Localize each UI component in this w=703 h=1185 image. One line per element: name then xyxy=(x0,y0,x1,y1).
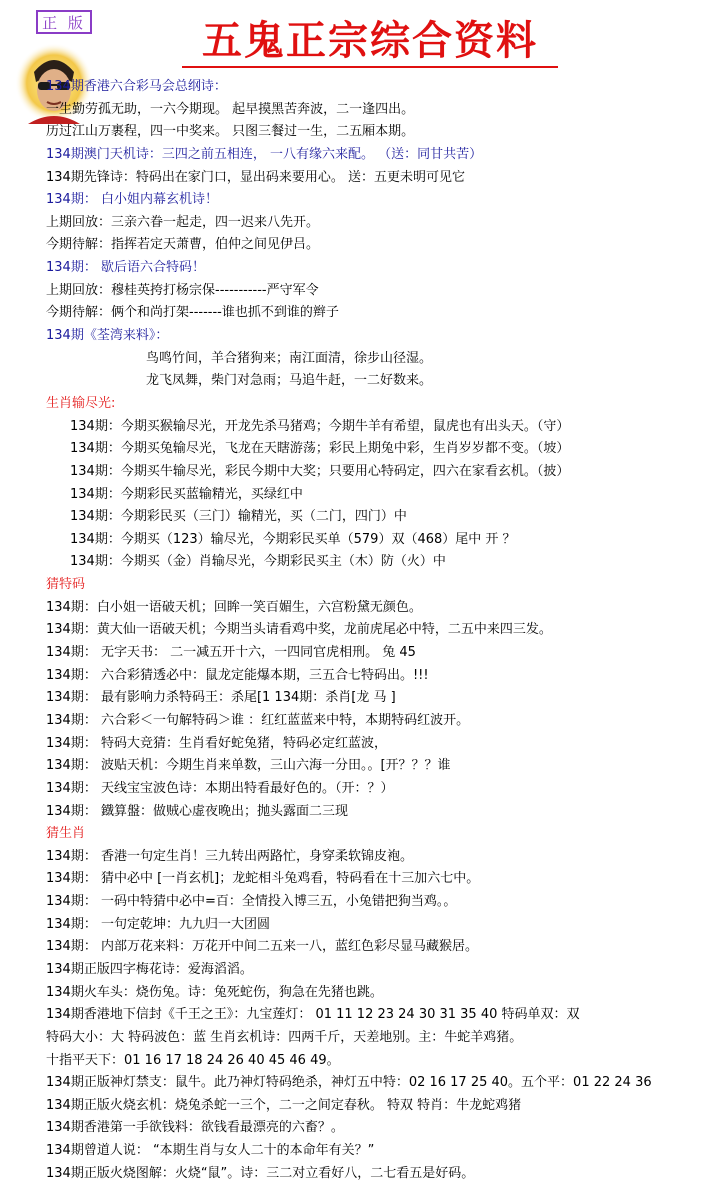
text-line: 134期： 香港一句定生肖！三九转出两路忙，身穿柔软锦皮袍。 xyxy=(46,848,413,864)
text-line: 134期：今期彩民买（三门）输精光，买（二门，四门）中 xyxy=(70,509,407,525)
text-line: 134期： 波贴天机：今期生肖来单数，三山六海一分田。。[开？？？谁 xyxy=(46,758,451,774)
section-heading: 生肖输尽光: xyxy=(46,395,116,411)
text-line: 十指平天下：01 16 17 18 24 26 40 45 46 49。 xyxy=(46,1052,340,1068)
text-line: 134期：今期买（123）输尽光，今期彩民买单（579）双（468）尾中 开 ？ xyxy=(70,531,516,547)
text-line: 上期回放：穆桂英挎打杨宗保-----------严守军令 xyxy=(46,282,319,298)
text-line: 134期《荃湾来料》： xyxy=(46,328,169,344)
text-line: 134期： 六合彩＜一句解特码＞谁 ：红红蓝蓝来中特，本期特码红波开。 xyxy=(46,712,470,728)
text-line: 一生勤劳孤无助，一六今期现。 起早摸黑苦奔波，二一逢四出。 xyxy=(46,101,415,117)
text-line: 134期：今期买牛输尽光，彩民今期中大奖；只要用心特码定，四六在家看玄机。（披） xyxy=(70,463,570,479)
text-line: 134期： 歇后语六合特码！ xyxy=(46,260,205,276)
section-heading: 猜生肖 xyxy=(46,826,86,842)
text-line: 特码大小：大 特码波色：蓝 生肖玄机诗：四两千斤，天差地别。主：牛蛇羊鸡猪。 xyxy=(46,1029,523,1045)
text-line: 134期： 六合彩猜透必中：鼠龙定能爆本期，三五合七特码出。!!! xyxy=(46,667,429,683)
text-line: 134期： 一码中特猜中必中=百：全情投入博三五，小兔错把狗当鸡。。 xyxy=(46,894,457,910)
text-line: 134期正版四字梅花诗：爱海滔滔。 xyxy=(46,961,253,977)
text-line: 134期香港第一手欲钱料：欲钱看最漂亮的六畜？。 xyxy=(46,1120,344,1136)
text-line: 134期： 猜中必中 [一肖玄机]；龙蛇相斗兔鸡看，特码看在十三加六七中。 xyxy=(46,871,480,887)
text-line: 134期： 天线宝宝波色诗：本期出特看最好色的。（开：？） xyxy=(46,780,394,796)
text-line: 134期： 最有影响力杀特码王：杀尾[1 134期：杀肖[龙 马 ] xyxy=(46,690,396,706)
text-line: 134期火车头：烧伤兔。诗：兔死蛇伤，狗急在先猪也跳。 xyxy=(46,984,383,1000)
text-line: 今期待解：指挥若定天萧曹，伯仲之间见伊吕。 xyxy=(46,237,320,253)
text-line: 134期曾道人说： “本期生肖与女人二十的本命年有关？” xyxy=(46,1143,375,1159)
section-heading: 猜特码 xyxy=(46,577,86,593)
text-line: 134期： 白小姐内幕玄机诗！ xyxy=(46,192,218,208)
text-line: 134期： 鐡算盤：做贼心虚夜晚出；抛头露面二三现 xyxy=(46,803,348,819)
text-line: 134期： 一句定乾坤：九九归一大团圆 xyxy=(46,916,270,932)
content-list xyxy=(46,76,703,1185)
text-line: 134期： 内部万花来料：万花开中间二五来一八，蓝红色彩尽显马藏猴居。 xyxy=(46,939,478,955)
text-line: 134期正版火烧玄机：烧兔杀蛇一三个，二一之间定春秋。 特双 特肖：牛龙蛇鸡猪 xyxy=(46,1097,522,1113)
text-line: 134期：白小姐一语破天机；回眸一笑百媚生，六宫粉黛无颜色。 xyxy=(46,599,422,615)
page-title: 五鬼正宗综合资料 xyxy=(182,16,558,68)
text-line: 134期正版神灯禁支：鼠牛。此乃神灯特码绝杀，神灯五中特：02 16 17 25 40。五个平：01 22 24 36 xyxy=(46,1075,652,1091)
text-line: 134期： 特码大竞猜：生肖看好蛇兔猪，特码必定红蓝波， xyxy=(46,735,387,751)
text-line: 134期正版火烧图解：火烧“鼠”。诗：三二对立看好八，二七看五是好码。 xyxy=(46,1165,475,1181)
text-line: 134期香港地下信封《千王之王》：九宝莲灯： 01 11 12 23 24 30 31 35 40 特码单双：双 xyxy=(46,1007,580,1023)
genuine-badge: 正 版 xyxy=(36,10,92,34)
text-line: 鸟鸣竹间，羊合猪狗来；南江面清，徐步山径湿。 xyxy=(146,350,433,366)
text-line: 134期：今期买兔输尽光，飞龙在天瞎游荡；彩民上期兔中彩，生肖岁岁都不变。（坡） xyxy=(70,441,570,457)
text-line: 龙飞凤舞，柴门对急雨；马追牛赶，一二好数来。 xyxy=(146,373,433,389)
text-line: 134期先锋诗：特码出在家门口，显出码来要用心。 送：五更未明可见它 xyxy=(46,169,465,185)
text-line: 上期回放：三亲六眷一起走，四一迟来八先开。 xyxy=(46,214,320,230)
text-line: 134期：今期彩民买蓝输精光，买绿红中 xyxy=(70,486,303,502)
text-line: 134期： 无字天书： 二一减五开十六，一四同官虎相刑。 兔 45 xyxy=(46,645,416,661)
text-line: 134期：黄大仙一语破天机；今期当头请看鸡中奖，龙前虎尾必中特，二五中来四三发。 xyxy=(46,622,552,638)
text-line: 134期香港六合彩马会总纲诗： xyxy=(46,79,227,94)
text-line: 134期：今期买猴输尽光，开龙先杀马猪鸡；今期牛羊有希望，鼠虎也有出头天。（守） xyxy=(70,418,570,434)
text-line: 134期：今期买（金）肖输尽光，今期彩民买主（木）防（火）中 xyxy=(70,554,446,570)
text-line: 134期澳门天机诗：三四之前五相连， 一八有缘六来配。 （送：同甘共苦） xyxy=(46,146,483,162)
text-line: 今期待解：俩个和尚打架-------谁也抓不到谁的辫子 xyxy=(46,305,339,321)
text-line: 历过江山万裹程，四一中奖来。 只图三餐过一生，二五厢本期。 xyxy=(46,124,415,140)
